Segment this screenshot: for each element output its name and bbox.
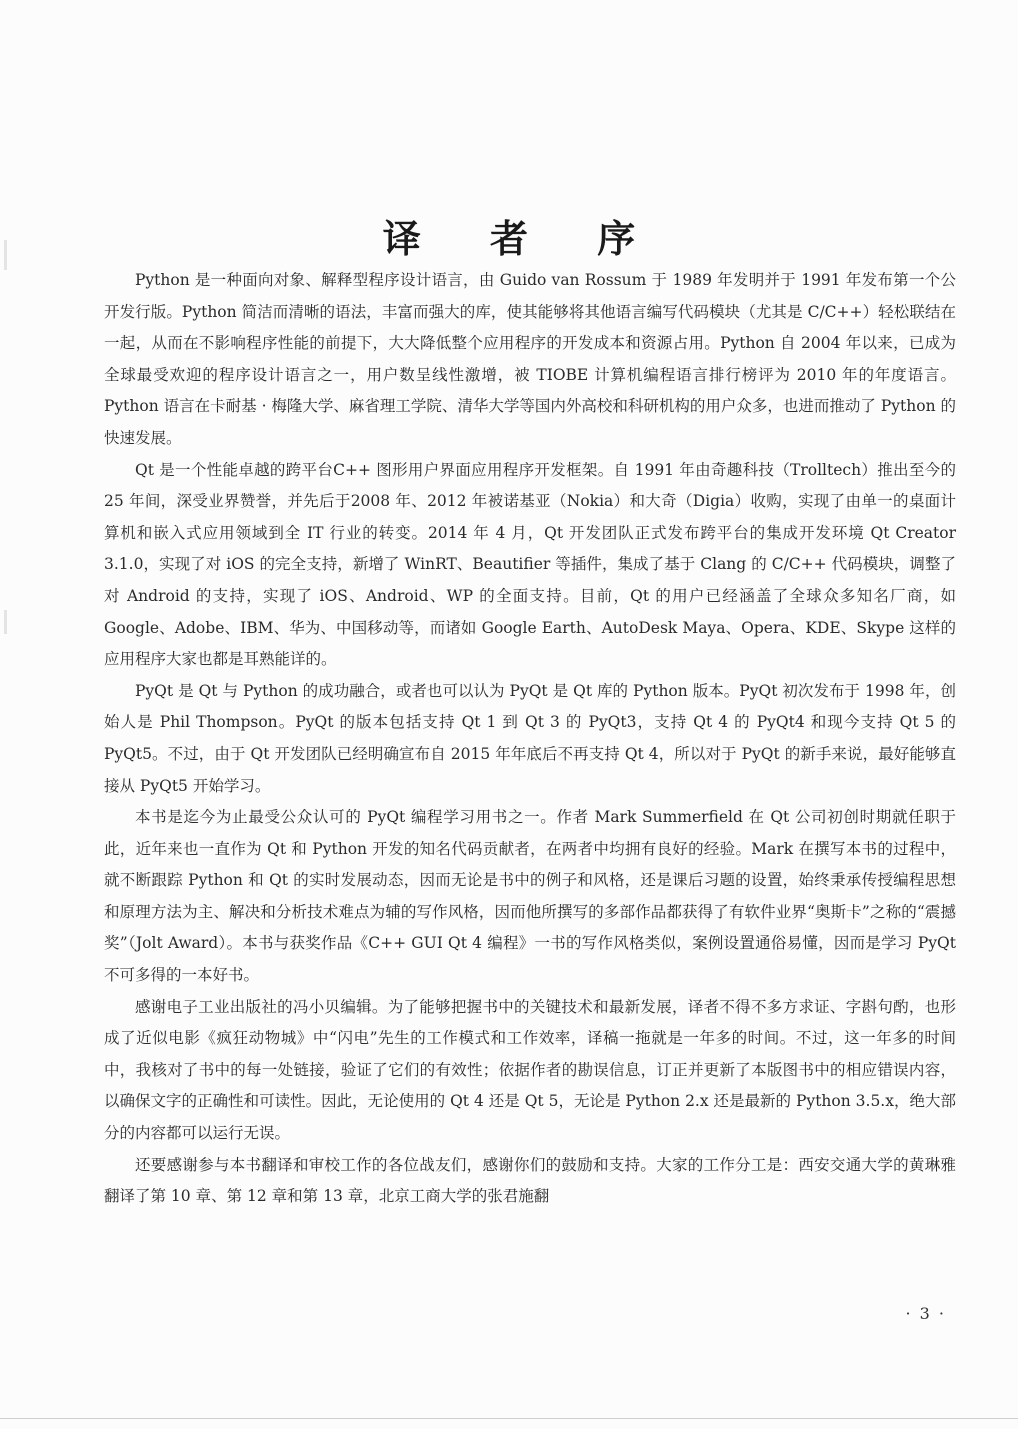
page-title: 译 者 序 <box>382 216 664 262</box>
page-number: · 3 · <box>905 1304 946 1323</box>
paragraph: 感谢电子工业出版社的冯小贝编辑。为了能够把握书中的关键技术和最新发展，译者不得不多方求证、字斟句酌，也形成了近似电影《疯狂动物城》中“闪电”先生的工作模式和工作效率，译稿一拖就是一年多的时间。不过，这一年多的时间中，我核对了书中的每一处链接，验证了它们的有效性；依据作者的勘误信息，订正并更新了本版图书中的相应错误内容，以确保文字的正确性和可读性。因此，无论使用的 Qt 4 还是 Qt 5，无论是 Python 2.x 还是最新的 Python 3.5.x，绝大部分的内容都可以运行无误。 <box>104 997 956 1143</box>
page-bottom-edge <box>0 1418 1018 1419</box>
paragraph: Qt 是一个性能卓越的跨平台C++ 图形用户界面应用程序开发框架。自 1991 年由奇趣科技（Trolltech）推出至今的25 年间，深受业界赞誉，并先后于2008 年、2012 年被诺基亚（Nokia）和大奇（Digia）收购，实现了由单一的桌面计算机和嵌入式应用领域到全 IT 行业的转变。2014 年 4 月，Qt 开发团队正式发布跨平台的集成开发环境 Qt Creator 3.1.0，实现了对 iOS 的完全支持，新增了 WinRT、Beautifier 等插件，集成了基于 Clang 的 C/C++ 代码模块，调整了对 Android 的支持，实现了 iOS、Android、WP 的全面支持。目前，Qt 的用户已经涵盖了全球众多知名厂商，如 Google、Adobe、IBM、华为、中国移动等，而诸如 Google Earth、AutoDesk Maya、Opera、KDE、Skype 这样的应用程序大家也都是耳熟能详的。 <box>104 460 956 669</box>
paragraph: Python 是一种面向对象、解释型程序设计语言，由 Guido van Rossum 于 1989 年发明并于 1991 年发布第一个公开发行版。Python 简洁而清晰的语法，丰富而强大的库，使其能够将其他语言编写代码模块（尤其是 C/C++）轻松联结在一起，从而在不影响程序性能的前提下，大大降低整个应用程序的开发成本和资源占用。Python 自 2004 年以来，已成为全球最受欢迎的程序设计语言之一，用户数呈线性激增，被 TIOBE 计算机编程语言排行榜评为 2010 年的年度语言。Python 语言在卡耐基 · 梅隆大学、麻省理工学院、清华大学等国内外高校和科研机构的用户众多，也进而推动了 Python 的快速发展。 <box>104 271 956 447</box>
paragraph: PyQt 是 Qt 与 Python 的成功融合，或者也可以认为 PyQt 是 Qt 库的 Python 版本。PyQt 初次发布于 1998 年，创始人是 Phil Thompson。PyQt 的版本包括支持 Qt 1 到 Qt 3 的 PyQt3，支持 Qt 4 的 PyQt4 和现今支持 Qt 5 的 PyQt5。不过，由于 Qt 开发团队已经明确宣布自 2015 年年底后不再支持 Qt 4，所以对于 PyQt 的新手来说，最好能够直接从 PyQt5 开始学习。 <box>104 681 956 795</box>
body-text <box>104 265 956 1213</box>
paragraph: 还要感谢参与本书翻译和审校工作的各位战友们，感谢你们的鼓励和支持。大家的工作分工是：西安交通大学的黄琳雅翻译了第 10 章、第 12 章和第 13 章，北京工商大学的张君施翻 <box>104 1155 956 1206</box>
scan-artifact <box>4 610 7 634</box>
paragraph: 本书是迄今为止最受公众认可的 PyQt 编程学习用书之一。作者 Mark Summerfield 在 Qt 公司初创时期就任职于此，近年来也一直作为 Qt 和 Python 开发的知名代码贡献者，在两者中均拥有良好的经验。Mark 在撰写本书的过程中，就不断跟踪 Python 和 Qt 的实时发展动态，因而无论是书中的例子和风格，还是课后习题的设置，始终秉承传授编程思想和原理方法为主、解决和分析技术难点为辅的写作风格，因而他所撰写的多部作品都获得了有软件业界“奥斯卡”之称的“震撼奖”（Jolt Award）。本书与获奖作品《C++ GUI Qt 4 编程》一书的写作风格类似，案例设置通俗易懂，因而是学习 PyQt 不可多得的一本好书。 <box>104 808 956 985</box>
